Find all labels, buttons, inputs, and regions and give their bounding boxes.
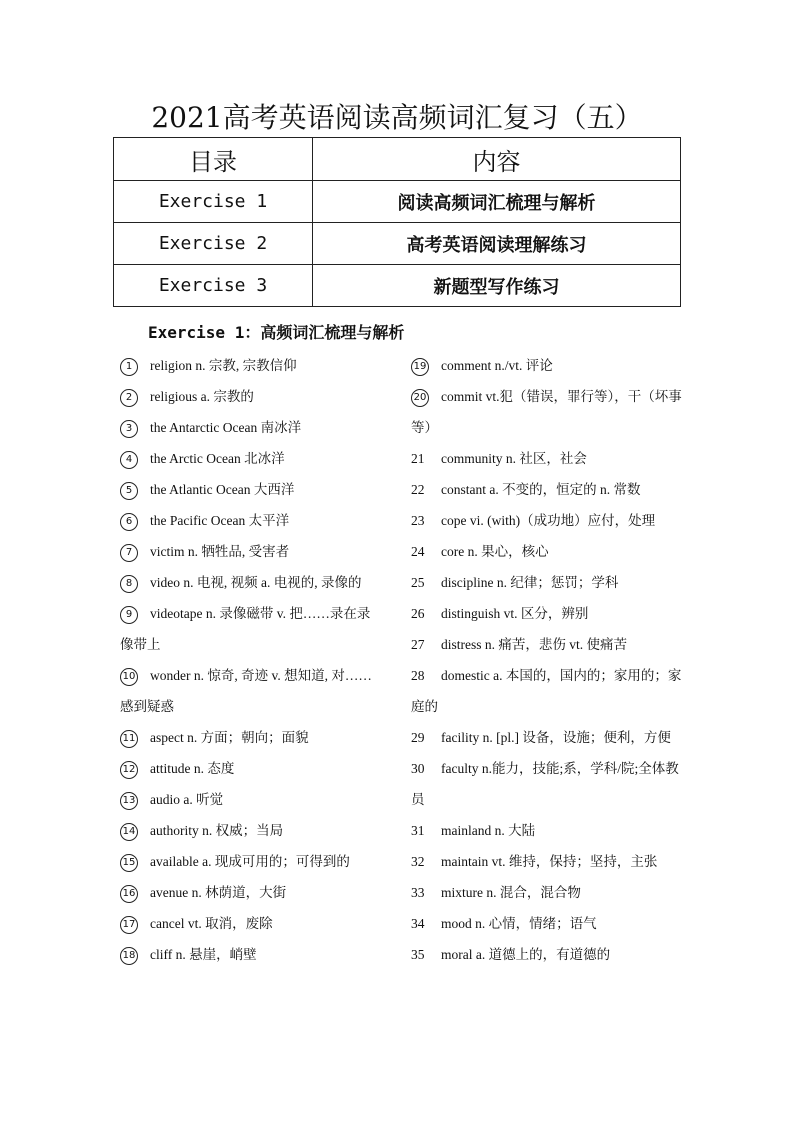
entry-text: comment n./vt. 评论 [441, 358, 553, 373]
entry-number: 20 [411, 389, 429, 407]
header-catalog: 目录 [114, 138, 313, 181]
contents-table [113, 137, 681, 307]
entry-number: 23 [411, 513, 425, 528]
entry-number: 26 [411, 606, 425, 621]
entry-number: 7 [120, 544, 138, 562]
vocab-entry [411, 939, 683, 970]
entry-text: cliff n. 悬崖，峭壁 [150, 947, 257, 962]
exercise-content: 高考英语阅读理解练习 [313, 223, 681, 265]
entry-text: the Antarctic Ocean 南冰洋 [150, 420, 302, 435]
vocab-entry [411, 505, 683, 536]
vocab-entry [411, 660, 683, 722]
entry-number: 18 [120, 947, 138, 965]
vocab-entry [120, 505, 382, 536]
vocab-entry [411, 567, 683, 598]
entry-text: commit vt.犯（错误，罪行等），干（坏事等） [411, 389, 682, 435]
entry-number: 33 [411, 885, 425, 900]
vocab-entry [120, 846, 382, 877]
entry-text: maintain vt. 维持，保持；坚持，主张 [441, 854, 658, 869]
entry-text: victim n. 牺牲品, 受害者 [150, 544, 290, 559]
vocab-entry [120, 412, 382, 443]
entry-number: 3 [120, 420, 138, 438]
vocab-entry [120, 877, 382, 908]
entry-text: avenue n. 林荫道，大街 [150, 885, 287, 900]
vocab-entry [120, 722, 382, 753]
vocab-entry [120, 381, 382, 412]
entry-text: constant a. 不变的，恒定的 n. 常数 [441, 482, 641, 497]
exercise-content: 阅读高频词汇梳理与解析 [313, 181, 681, 223]
vocab-entry [411, 908, 683, 939]
vocab-list-right [411, 350, 683, 970]
table-header-row [114, 138, 681, 181]
entry-text: discipline n. 纪律；惩罚；学科 [441, 575, 619, 590]
vocab-entry [411, 474, 683, 505]
entry-text: mixture n. 混合，混合物 [441, 885, 581, 900]
vocab-entry [120, 908, 382, 939]
exercise-label: Exercise 1 [114, 181, 313, 223]
entry-number: 4 [120, 451, 138, 469]
entry-text: mainland n. 大陆 [441, 823, 536, 838]
vocab-entry [120, 939, 382, 970]
vocab-entry [411, 753, 683, 815]
entry-text: distinguish vt. 区分，辨别 [441, 606, 589, 621]
entry-number: 11 [120, 730, 138, 748]
vocab-entry [120, 784, 382, 815]
vocab-entry [411, 877, 683, 908]
vocab-entry [120, 443, 382, 474]
entry-text: moral a. 道德上的，有道德的 [441, 947, 611, 962]
vocab-entry [411, 598, 683, 629]
exercise-label: Exercise 2 [114, 223, 313, 265]
entry-number: 9 [120, 606, 138, 624]
entry-number: 8 [120, 575, 138, 593]
entry-text: religion n. 宗教, 宗教信仰 [150, 358, 297, 373]
entry-number: 24 [411, 544, 425, 559]
vocab-entry [120, 815, 382, 846]
vocab-entry [411, 443, 683, 474]
entry-text: domestic a. 本国的，国内的；家用的；家庭的 [411, 668, 682, 714]
entry-number: 1 [120, 358, 138, 376]
exercise-content: 新题型写作练习 [313, 265, 681, 307]
table-row [114, 223, 681, 265]
entry-number: 17 [120, 916, 138, 934]
entry-text: mood n. 心情，情绪；语气 [441, 916, 597, 931]
entry-text: video n. 电视, 视频 a. 电视的, 录像的 [150, 575, 362, 590]
vocab-entry [411, 722, 683, 753]
entry-text: aspect n. 方面；朝向；面貌 [150, 730, 309, 745]
entry-text: attitude n. 态度 [150, 761, 235, 776]
entry-text: available a. 现成可用的；可得到的 [150, 854, 350, 869]
entry-text: community n. 社区，社会 [441, 451, 587, 466]
vocab-entry [120, 753, 382, 784]
section-title: Exercise 1：高频词汇梳理与解析 [148, 323, 405, 342]
entry-text: the Atlantic Ocean 大西洋 [150, 482, 295, 497]
vocab-entry [411, 846, 683, 877]
vocab-entry [411, 381, 683, 443]
entry-text: wonder n. 惊奇, 奇迹 v. 想知道, 对……感到疑惑 [120, 668, 372, 714]
entry-number: 31 [411, 823, 425, 838]
vocab-entry [411, 815, 683, 846]
header-content: 内容 [313, 138, 681, 181]
vocab-entry [411, 350, 683, 381]
entry-number: 2 [120, 389, 138, 407]
entry-text: the Pacific Ocean 太平洋 [150, 513, 290, 528]
vocab-entry [120, 474, 382, 505]
entry-text: authority n. 权威；当局 [150, 823, 284, 838]
entry-text: cancel vt. 取消，废除 [150, 916, 273, 931]
vocab-entry [411, 629, 683, 660]
entry-number: 35 [411, 947, 425, 962]
table-row [114, 181, 681, 223]
page-title: 2021高考英语阅读高频词汇复习（五） [151, 101, 643, 134]
entry-text: cope vi. (with)（成功地）应付，处理 [441, 513, 656, 528]
entry-number: 32 [411, 854, 425, 869]
entry-number: 16 [120, 885, 138, 903]
entry-text: distress n. 痛苦，悲伤 vt. 使痛苦 [441, 637, 628, 652]
entry-text: core n. 果心，核心 [441, 544, 549, 559]
entry-number: 5 [120, 482, 138, 500]
vocab-entry [411, 536, 683, 567]
vocab-entry [120, 660, 382, 722]
entry-number: 30 [411, 761, 425, 776]
entry-number: 14 [120, 823, 138, 841]
vocab-list-left [120, 350, 382, 970]
entry-number: 25 [411, 575, 425, 590]
entry-number: 34 [411, 916, 425, 931]
entry-text: faculty n.能力，技能;系，学科/院;全体教员 [411, 761, 679, 807]
entry-number: 27 [411, 637, 425, 652]
entry-number: 6 [120, 513, 138, 531]
vocab-entry [120, 536, 382, 567]
entry-number: 15 [120, 854, 138, 872]
entry-text: audio a. 听觉 [150, 792, 224, 807]
entry-text: facility n. [pl.] 设备，设施；便利，方便 [441, 730, 671, 745]
entry-number: 28 [411, 668, 425, 683]
vocab-entry [120, 598, 382, 660]
entry-text: videotape n. 录像磁带 v. 把……录在录像带上 [120, 606, 371, 652]
entry-text: the Arctic Ocean 北冰洋 [150, 451, 285, 466]
vocab-entry [120, 567, 382, 598]
entry-number: 10 [120, 668, 138, 686]
entry-number: 29 [411, 730, 425, 745]
vocab-entry [120, 350, 382, 381]
entry-number: 13 [120, 792, 138, 810]
entry-number: 12 [120, 761, 138, 779]
entry-number: 22 [411, 482, 425, 497]
exercise-label: Exercise 3 [114, 265, 313, 307]
entry-text: religious a. 宗教的 [150, 389, 254, 404]
entry-number: 19 [411, 358, 429, 376]
entry-number: 21 [411, 451, 425, 466]
table-row [114, 265, 681, 307]
